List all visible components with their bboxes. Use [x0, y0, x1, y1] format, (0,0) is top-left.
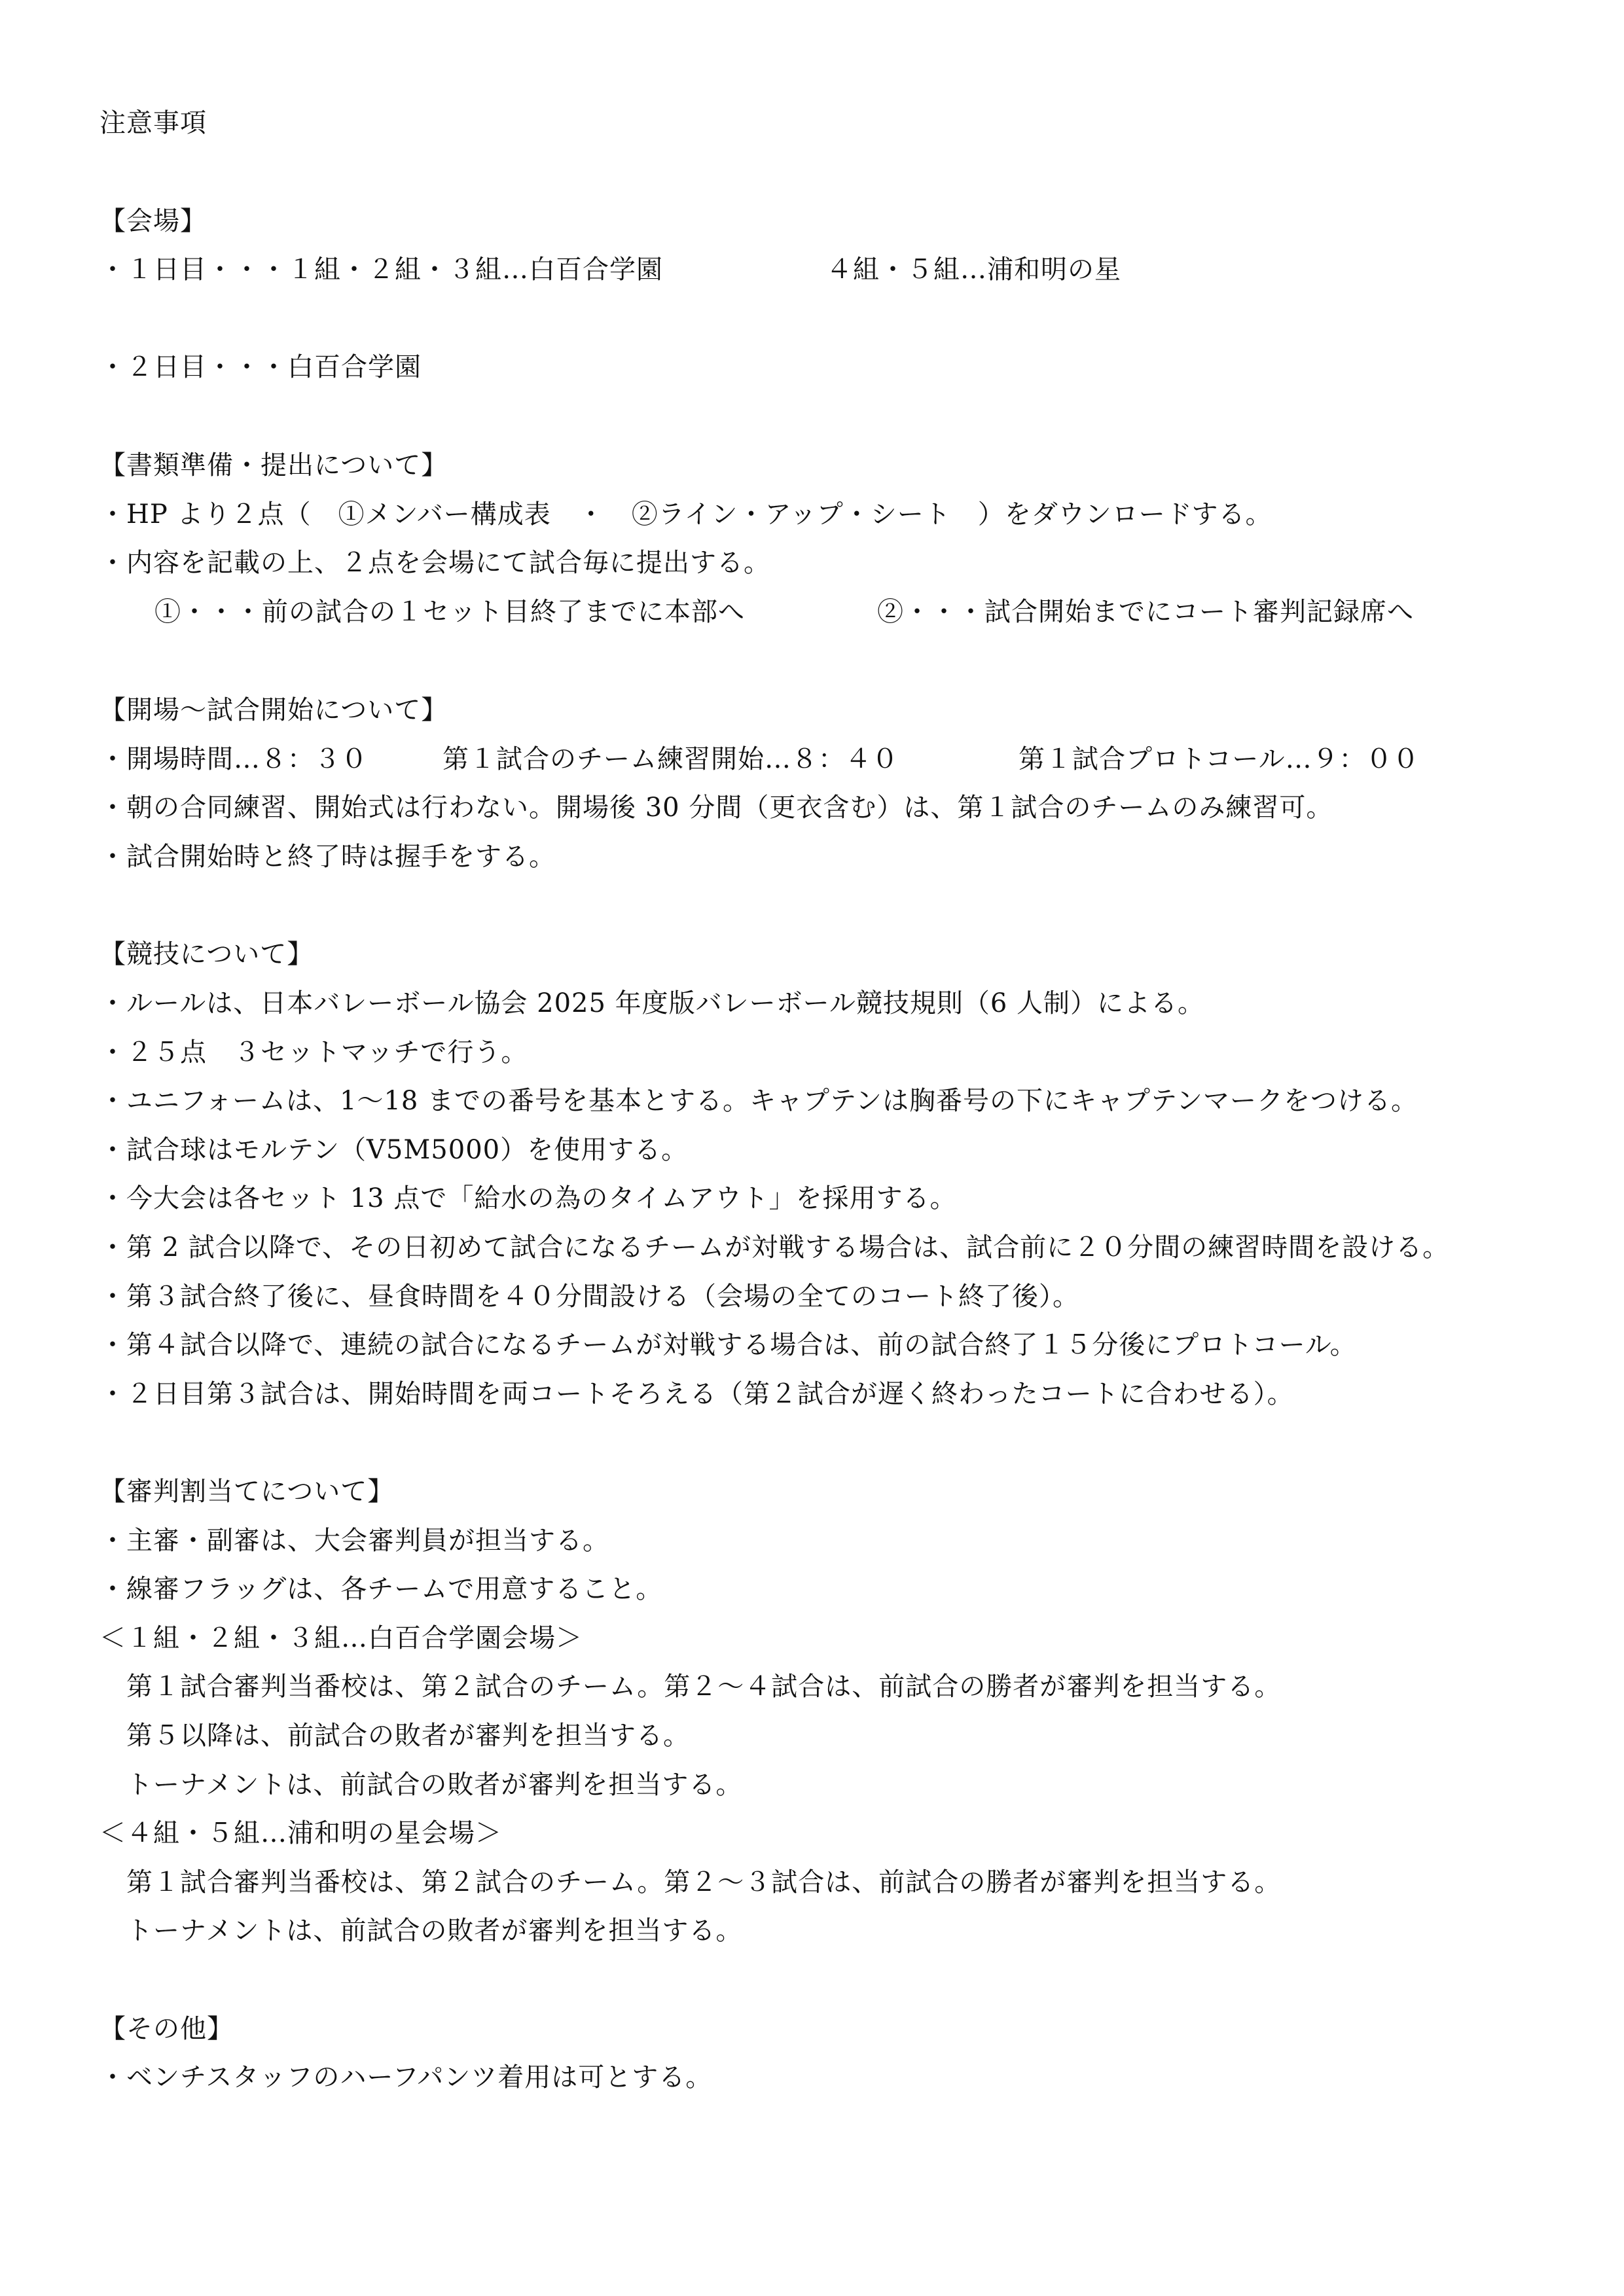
competition-rule: ・第 2 試合以降で、その日初めて試合になるチームが対戦する場合は、試合前に２０分間の練習時間を設ける。 — [99, 1232, 1450, 1263]
section-heading-other: 【その他】 — [99, 2014, 234, 2044]
referee-line: 第１試合審判当番校は、第２試合のチーム。第２～４試合は、前試合の勝者が審判を担当する。 — [99, 1672, 1282, 1702]
document-title: 注意事項 — [99, 108, 207, 138]
referee-line: ・主審・副審は、大会審判員が担当する。 — [99, 1526, 609, 1556]
documents-download: ・HP より２点（ ①メンバー構成表 ・ ②ライン・アップ・シート ）をダウンロードする。 — [99, 499, 1272, 529]
first-match-protocol-time: 第１試合プロトコール…９：００ — [1019, 744, 1420, 774]
section-heading-opening: 【開場～試合開始について】 — [99, 695, 448, 725]
documents-submit-member: ①・・・前の試合の１セット目終了までに本部へ — [154, 597, 745, 627]
venue-day1-group45: ４組・５組…浦和明の星 — [826, 255, 1121, 285]
opening-handshake-note: ・試合開始時と終了時は握手をする。 — [99, 842, 556, 872]
competition-rule: ・第３試合終了後に、昼食時間を４０分間設ける（会場の全てのコート終了後）。 — [99, 1282, 1079, 1312]
competition-rule: ・２日目第３試合は、開始時間を両コートそろえる（第２試合が遅く終わったコートに合わせる）。 — [99, 1379, 1294, 1409]
opening-time: ・開場時間…８：３０ — [99, 744, 368, 774]
documents-submit: ・内容を記載の上、２点を会場にて試合毎に提出する。 — [99, 548, 770, 578]
venue-day2: ・２日目・・・白百合学園 — [99, 352, 422, 382]
referee-venue-heading: ＜４組・５組…浦和明の星会場＞ — [99, 1818, 502, 1848]
referee-venue-heading: ＜１組・２組・３組…白百合学園会場＞ — [99, 1623, 583, 1653]
first-match-practice-time: 第１試合のチーム練習開始…８：４０ — [442, 744, 899, 774]
section-heading-competition: 【競技について】 — [99, 939, 314, 969]
referee-line: トーナメントは、前試合の敗者が審判を担当する。 — [99, 1916, 743, 1946]
referee-line: ・線審フラッグは、各チームで用意すること。 — [99, 1574, 663, 1604]
competition-rule: ・第４試合以降で、連続の試合になるチームが対戦する場合は、前の試合終了１５分後にプロトコール。 — [99, 1330, 1357, 1360]
section-heading-documents: 【書類準備・提出について】 — [99, 450, 448, 480]
competition-rule: ・今大会は各セット 13 点で「給水の為のタイムアウト」を採用する。 — [99, 1183, 957, 1213]
competition-rule: ・２５点 ３セットマッチで行う。 — [99, 1037, 528, 1067]
competition-rule: ・ルールは、日本バレーボール協会 2025 年度版バレーボール競技規則（6 人制）による。 — [99, 988, 1204, 1018]
opening-practice-note: ・朝の合同練習、開始式は行わない。開場後 30 分間（更衣含む）は、第１試合のチームのみ練習可。 — [99, 793, 1333, 823]
referee-line: トーナメントは、前試合の敗者が審判を担当する。 — [99, 1770, 743, 1800]
competition-rule: ・試合球はモルテン（V5M5000）を使用する。 — [99, 1135, 689, 1165]
section-heading-referee: 【審判割当てについて】 — [99, 1477, 395, 1507]
section-heading-venue: 【会場】 — [99, 206, 207, 236]
documents-submit-lineup: ②・・・試合開始までにコート審判記録席へ — [877, 597, 1414, 627]
other-note: ・ベンチスタッフのハーフパンツ着用は可とする。 — [99, 2062, 713, 2092]
venue-day1: ・１日目・・・１組・２組・３組…白百合学園 — [99, 255, 663, 285]
referee-line: 第５以降は、前試合の敗者が審判を担当する。 — [99, 1721, 690, 1751]
referee-line: 第１試合審判当番校は、第２試合のチーム。第２～３試合は、前試合の勝者が審判を担当する。 — [99, 1867, 1282, 1897]
competition-rule: ・ユニフォームは、1～18 までの番号を基本とする。キャプテンは胸番号の下にキャプテンマークをつける。 — [99, 1086, 1418, 1116]
